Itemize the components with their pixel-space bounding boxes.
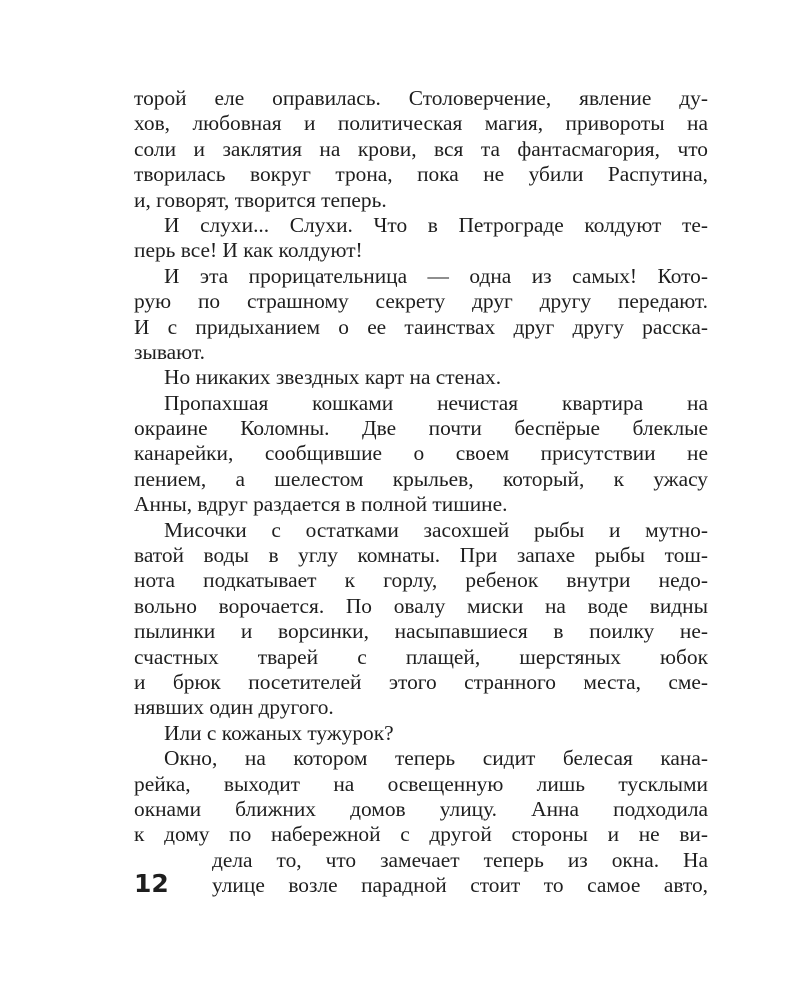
text-line: рейка, выходит на освещенную лишь тусклыми [134,771,708,796]
page-number: 12 [134,869,169,898]
text-line: Анны, вдруг раздается в полной тишине. [134,492,508,517]
text-line: пылинки и ворсинки, насыпавшиеся в поилку не- [134,619,708,644]
text-line: творилась вокруг трона, пока не убили Распутина, [134,162,708,187]
text-line: пением, а шелестом крыльев, который, к ужасу [134,466,708,491]
text-line: нота подкатывает к горлу, ребенок внутри недо- [134,568,708,593]
text-line: нявших один другого. [134,695,334,720]
text-line: улице возле парадной стоит то самое авто, [212,873,708,898]
text-line: хов, любовная и политическая магия, привороты на [134,111,708,136]
text-line: и, говорят, творится теперь. [134,187,387,212]
text-line: соли и заклятия на крови, вся та фантасмагория, что [134,136,708,161]
text-line: дела то, что замечает теперь из окна. На [212,847,708,872]
text-line: к дому по набережной с другой стороны и не ви- [134,822,708,847]
text-line: Но никаких звездных карт на стенах. [164,365,502,390]
text-line: рую по страшному секрету друг другу передают. [134,289,708,314]
text-line: И эта прорицательница — одна из самых! Кото- [164,263,708,288]
body-text [134,86,708,899]
text-line: ватой воды в углу комнаты. При запахе рыбы тош- [134,543,708,568]
text-line: торой еле оправилась. Столоверчение, явление ду- [134,86,708,110]
text-line: Пропахшая кошками нечистая квартира на [164,390,708,415]
text-line: Мисочки с остатками засохшей рыбы и мутно- [164,517,708,542]
text-line: и брюк посетителей этого странного места, сме- [134,669,708,694]
text-line: зывают. [134,339,205,364]
text-line: окраине Коломны. Две почти беспёрые блеклые [134,416,708,441]
text-line: И слухи... Слухи. Что в Петрограде колдуют те- [164,212,708,237]
text-line: И с придыханием о ее таинствах друг другу расска- [134,314,708,339]
text-line: перь все! И как колдуют! [134,238,363,263]
text-line: канарейки, сообщившие о своем присутствии не [134,441,708,466]
text-line: Окно, на котором теперь сидит белесая кана- [164,746,708,771]
text-line: окнами ближних домов улицу. Анна подходила [134,796,708,821]
text-line: Или с кожаных тужурок? [164,720,394,745]
text-line: счастных тварей с плащей, шерстяных юбок [134,644,708,669]
text-line: вольно ворочается. По овалу миски на воде видны [134,593,708,618]
